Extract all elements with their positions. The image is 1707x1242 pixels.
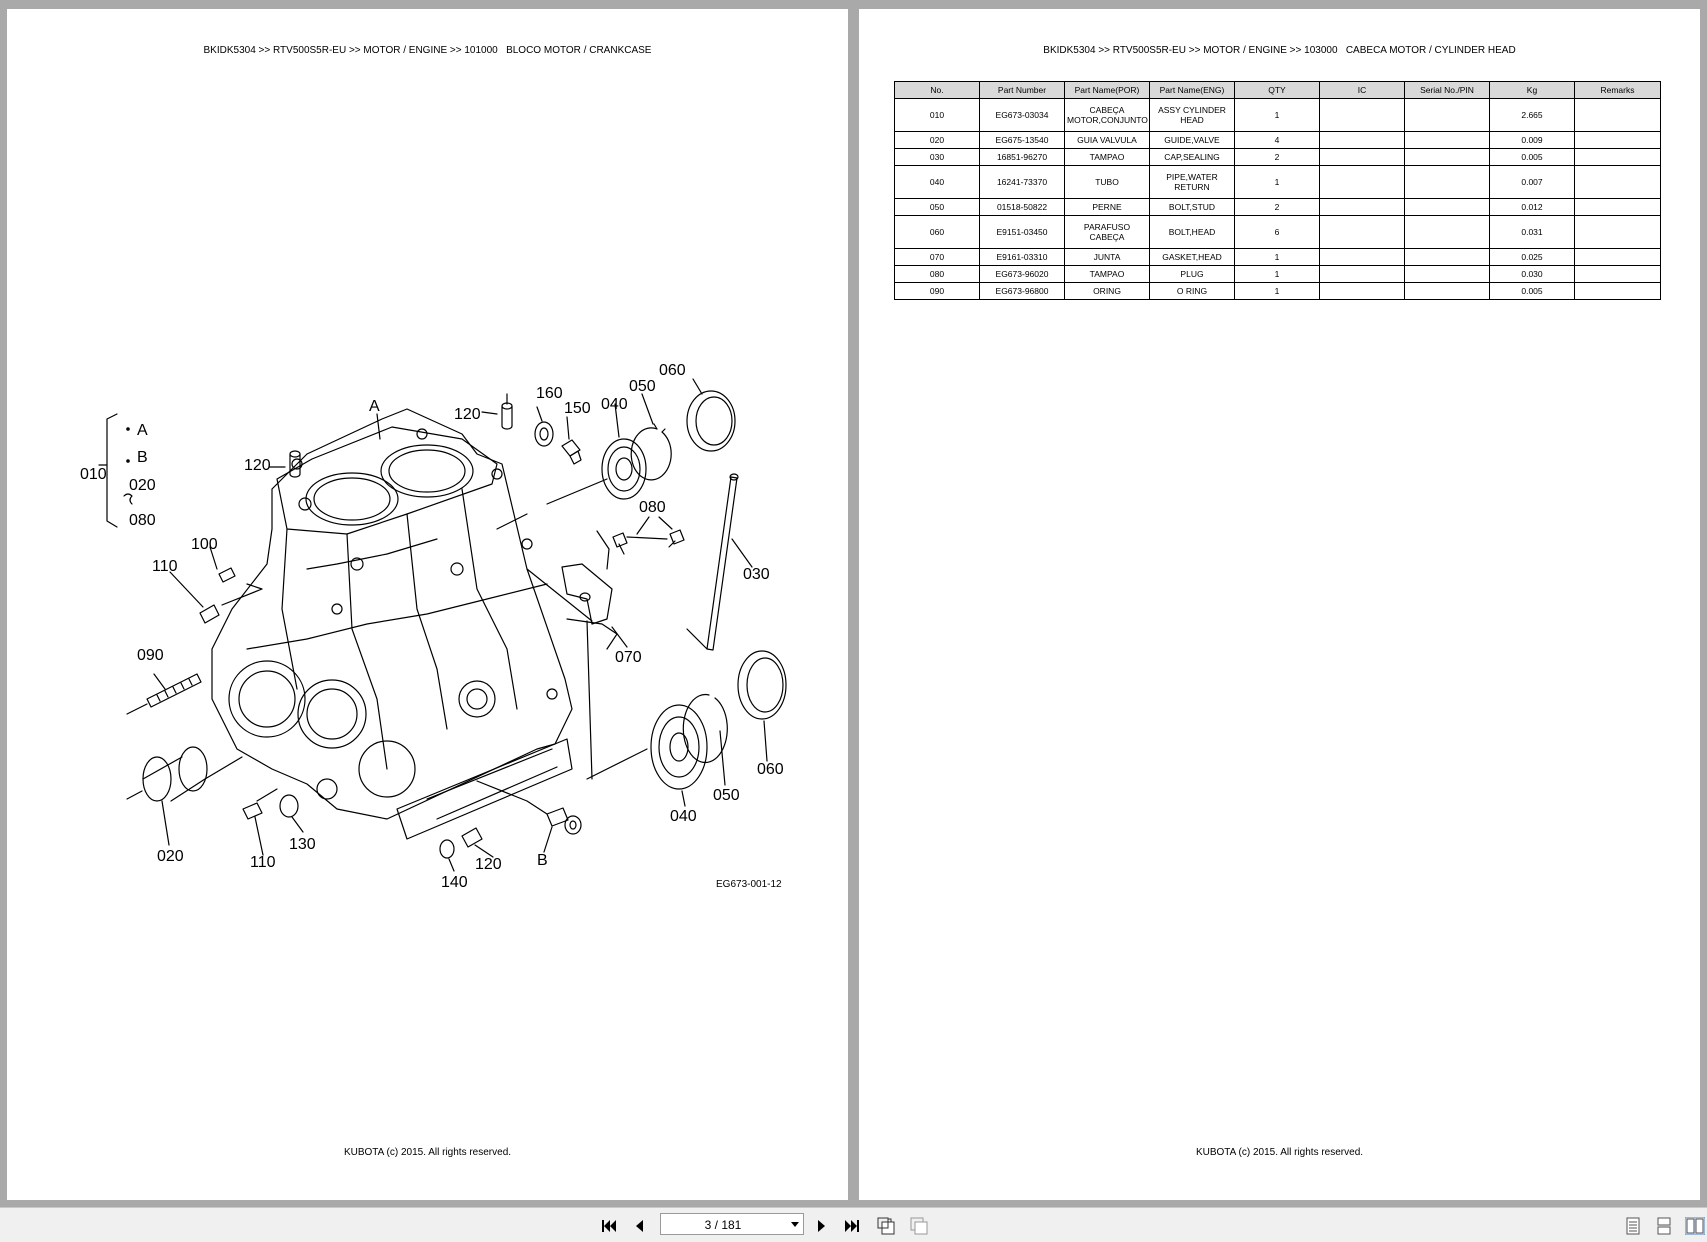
table-cell [1320,216,1405,249]
table-cell [1320,166,1405,199]
table-cell [1405,199,1490,216]
table-cell: PARAFUSO CABEÇA [1065,216,1150,249]
right-page-breadcrumb: BKIDK5304 >> RTV500S5R-EU >> MOTOR / ENGINE >> 103000 CABECA MOTOR / CYLINDER HEAD [1043,45,1516,56]
front-bore-1 [229,661,305,737]
table-row [895,166,1661,199]
table-row [895,149,1661,166]
column-header: Part Name(ENG) [1150,82,1235,99]
label-080: 080 [639,499,666,516]
label-010: 010 [80,466,107,483]
label-group-080: 080 [129,512,156,529]
table-cell [1575,99,1661,132]
table-cell: 0.030 [1490,266,1575,283]
table-cell: 6 [1235,216,1320,249]
table-cell [1575,199,1661,216]
label-120-left: 120 [244,457,271,474]
label-040-upper: 040 [601,396,628,413]
table-cell: 0.007 [1490,166,1575,199]
label-060-lower: 060 [757,761,784,778]
label-b: B [537,852,548,869]
table-cell [1405,266,1490,283]
table-cell: 0.031 [1490,216,1575,249]
table-cell: GASKET,HEAD [1150,249,1235,266]
cylinder-bore-2 [381,445,473,497]
table-cell: 020 [895,132,980,149]
table-header-row [895,82,1661,99]
table-cell: 080 [895,266,980,283]
table-cell: 040 [895,166,980,199]
label-160: 160 [536,385,563,402]
table-cell: 2 [1235,199,1320,216]
table-cell: 0.009 [1490,132,1575,149]
label-group-a: A [137,422,148,439]
table-row [895,249,1661,266]
table-cell: CAP,SEALING [1150,149,1235,166]
table-row [895,99,1661,132]
table-cell [1405,216,1490,249]
table-cell: 050 [895,199,980,216]
table-cell: TAMPAO [1065,149,1150,166]
table-cell [1405,283,1490,300]
table-cell: ORING [1065,283,1150,300]
front-bore-2 [298,680,366,748]
table-cell [1405,99,1490,132]
label-a: A [369,398,380,415]
fit-icon[interactable] [909,1216,929,1236]
first-page-icon[interactable] [599,1216,619,1236]
label-100: 100 [191,536,218,553]
crankcase-exploded-diagram [7,9,848,1200]
table-cell: 1 [1235,266,1320,283]
table-cell: 0.005 [1490,283,1575,300]
table-cell: 0.025 [1490,249,1575,266]
table-cell: 030 [895,149,980,166]
label-050-lower: 050 [713,787,740,804]
table-cell [1320,266,1405,283]
table-cell: GUIDE,VALVE [1150,132,1235,149]
table-cell: ASSY CYLINDER HEAD [1150,99,1235,132]
left-page-breadcrumb: BKIDK5304 >> RTV500S5R-EU >> MOTOR / ENGINE >> 101000 BLOCO MOTOR / CRANKCASE [203,45,652,56]
page-number-input[interactable] [660,1213,804,1235]
table-cell: PLUG [1150,266,1235,283]
label-060-upper: 060 [659,362,686,379]
table-cell: GUIA VALVULA [1065,132,1150,149]
table-cell: EG675-13540 [980,132,1065,149]
rotate-icon[interactable] [876,1216,896,1236]
table-row [895,199,1661,216]
continuous-view-icon[interactable] [1654,1216,1674,1236]
table-cell [1405,249,1490,266]
table-row [895,216,1661,249]
table-cell [1320,199,1405,216]
chevron-down-icon[interactable] [791,1222,799,1227]
table-cell [1405,132,1490,149]
column-header: Remarks [1575,82,1661,99]
previous-page-icon[interactable] [630,1216,650,1236]
label-120-lower: 120 [475,856,502,873]
table-cell: EG673-96020 [980,266,1065,283]
column-header: Part Name(POR) [1065,82,1150,99]
label-group-020: 020 [129,477,156,494]
table-cell: EG673-03034 [980,99,1065,132]
column-header: IC [1320,82,1405,99]
page-indicator: 3 / 181 [704,1218,742,1232]
table-cell [1405,149,1490,166]
label-090: 090 [137,647,164,664]
table-cell [1575,283,1661,300]
label-130: 130 [289,836,316,853]
table-cell: 1 [1235,99,1320,132]
label-050-upper: 050 [629,378,656,395]
table-cell: 1 [1235,166,1320,199]
label-020: 020 [157,848,184,865]
table-cell: BOLT,HEAD [1150,216,1235,249]
group-bracket [107,414,117,527]
table-cell: 1 [1235,249,1320,266]
table-cell: 1 [1235,283,1320,300]
table-cell: O RING [1150,283,1235,300]
table-cell [1405,166,1490,199]
last-page-icon[interactable] [842,1216,862,1236]
label-110-upper: 110 [152,558,178,575]
table-cell: 070 [895,249,980,266]
table-cell: 01518-50822 [980,199,1065,216]
table-cell: 16241-73370 [980,166,1065,199]
table-cell: 4 [1235,132,1320,149]
label-150: 150 [564,400,591,417]
table-cell [1575,216,1661,249]
table-cell: 010 [895,99,980,132]
table-cell: PERNE [1065,199,1150,216]
right-page-footer: KUBOTA (c) 2015. All rights reserved. [1195,1147,1364,1158]
table-cell [1575,132,1661,149]
label-030: 030 [743,566,770,583]
parts-table [894,81,1661,300]
single-page-view-icon[interactable] [1623,1216,1643,1236]
table-cell [1575,266,1661,283]
table-cell: CABEÇA MOTOR,CONJUNTO [1065,99,1150,132]
table-cell [1575,149,1661,166]
column-header: Serial No./PIN [1405,82,1490,99]
left-page [7,9,848,1200]
table-cell: TAMPAO [1065,266,1150,283]
next-page-icon[interactable] [811,1216,831,1236]
left-page-footer: KUBOTA (c) 2015. All rights reserved. [343,1147,512,1158]
table-cell: 0.005 [1490,149,1575,166]
label-120-top: 120 [454,406,481,423]
table-cell: E9161-03310 [980,249,1065,266]
column-header: QTY [1235,82,1320,99]
column-header: Part Number [980,82,1065,99]
table-cell [1575,249,1661,266]
table-cell [1575,166,1661,199]
table-cell: 2 [1235,149,1320,166]
table-cell: JUNTA [1065,249,1150,266]
label-110-lower: 110 [250,854,276,871]
diagram-code: EG673-001-12 [716,879,782,890]
table-row [895,266,1661,283]
table-cell [1320,283,1405,300]
table-row [895,283,1661,300]
table-cell: 2.665 [1490,99,1575,132]
label-140: 140 [441,874,468,891]
column-header: No. [895,82,980,99]
right-page [859,9,1700,1200]
table-cell: PIPE,WATER RETURN [1150,166,1235,199]
table-cell: 16851-96270 [980,149,1065,166]
table-cell: 060 [895,216,980,249]
table-cell [1320,132,1405,149]
label-040-lower: 040 [670,808,697,825]
viewer-toolbar [0,1207,1707,1242]
table-cell: BOLT,STUD [1150,199,1235,216]
label-group-b: B [137,449,148,466]
facing-view-icon[interactable] [1685,1216,1705,1236]
column-header: Kg [1490,82,1575,99]
table-cell [1320,99,1405,132]
table-cell [1320,249,1405,266]
table-cell: E9151-03450 [980,216,1065,249]
table-cell: TUBO [1065,166,1150,199]
table-cell: 090 [895,283,980,300]
table-cell: EG673-96800 [980,283,1065,300]
table-cell [1320,149,1405,166]
table-row [895,132,1661,149]
label-070: 070 [615,649,642,666]
table-cell: 0.012 [1490,199,1575,216]
